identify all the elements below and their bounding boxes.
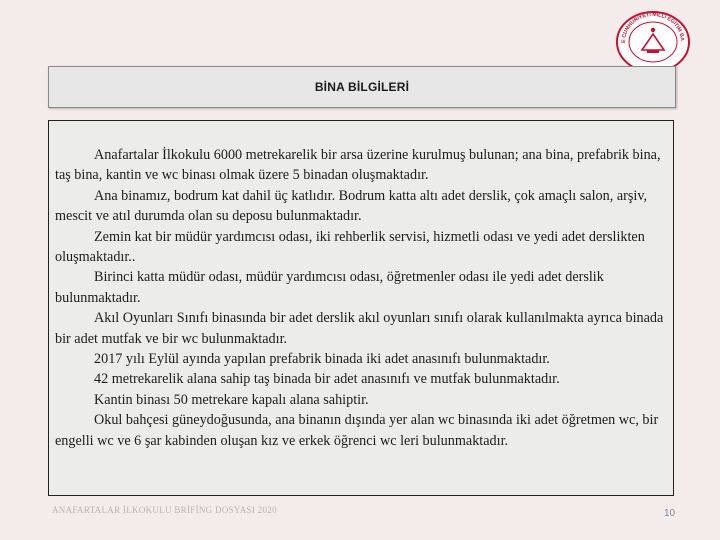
paragraph: 2017 yılı Eylül ayında yapılan prefabrik binada iki adet anasınıfı bulunmaktadır. bbox=[94, 351, 550, 368]
school-emblem-icon bbox=[612, 6, 694, 74]
logo-text: E CUMHURİYETİ MİLLİ EĞİTİM BA bbox=[620, 11, 686, 44]
content-panel bbox=[48, 120, 674, 496]
paragraph: Birinci katta müdür odası, müdür yardımcısı odası, öğretmenler odası ile yedi adet derslik bulunmaktadır. bbox=[55, 269, 604, 306]
paragraph: 42 metrekarelik alana sahip taş binada bir adet anasınıfı ve mutfak bulunmaktadır. bbox=[94, 371, 560, 388]
paragraph: Kantin binası 50 metrekare kapalı alana sahiptir. bbox=[94, 391, 369, 408]
paragraph: Ana binamız, bodrum kat dahil üç katlıdır. Bodrum katta altı adet derslik, çok amaçlı salon, arşiv, mescit ve atıl durumda olan su deposu bulunmaktadır. bbox=[55, 187, 648, 225]
document-label: ANAFARTALAR İLKOKULU BRİFİNG DOSYASI 2020 bbox=[52, 505, 277, 515]
page-title: BİNA BİLGİLERİ bbox=[314, 80, 410, 94]
paragraph: Anafartalar İlkokulu 6000 metrekarelik bir arsa üzerine kurulmuş bulunan; ana bina, prefabrik bina, taş bina, kantin ve wc binası olmak üzere 5 binadan oluşmaktadır. bbox=[55, 147, 661, 184]
paragraph: Zemin kat bir müdür yardımcısı odası, iki rehberlik servisi, hizmetli odası ve yedi adet derslikten oluşmaktadır.. bbox=[55, 228, 645, 266]
paragraph: Akıl Oyunları Sınıfı binasında bir adet derslik akıl oyunları sınıfı olarak kullanılmakta ayrıca binada bir adet mutfak ve bir wc bulunmaktadır. bbox=[55, 310, 664, 347]
page-title-box bbox=[48, 66, 676, 108]
paragraph: Okul bahçesi güneydoğusunda, ana binanın dışında yer alan wc binasında iki adet öğretmen wc, bir engelli wc ve 6 şar kabinden oluşan kız ve erkek öğrenci wc leri bulunmaktadır. bbox=[55, 412, 659, 449]
page-number: 10 bbox=[664, 508, 676, 519]
